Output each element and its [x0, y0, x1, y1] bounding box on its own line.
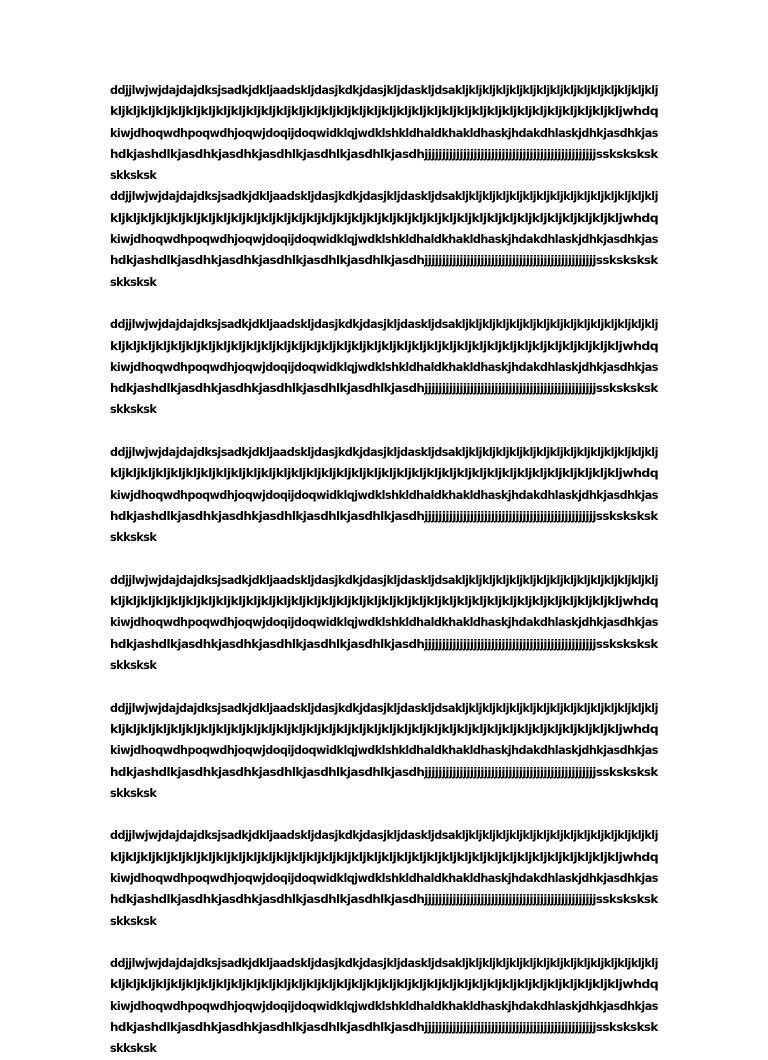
text-line: ddjjlwjwjdajdajdksjsadkjdkljaadskljdasjkdkjdasjkljdaskljdsakljkljkljkljkljkljkljkljkljkljkljkljkljkljklj	[110, 84, 658, 97]
paragraph-gap	[110, 676, 658, 697]
text-line: skksksk	[110, 1042, 157, 1056]
text-line: hdkjashdlkjasdhkjasdhkjasdhlkjasdhlkjasdhlkjasdhjjjjjjjjjjjjjjjjjjjjjjjjjjjjjjjjjjjjjjjjjjjjjjjjjssksksksk	[110, 147, 658, 161]
text-line: kiwjdhoqwdhpoqwdhjoqwjdoqijdoqwidklqjwdklshkldhaldkhakldhaskjhdakdhlaskjdhkjasdhkjas	[110, 488, 658, 502]
text-line: kiwjdhoqwdhpoqwdhjoqwjdoqijdoqwidklqjwdklshkldhaldkhakldhaskjhdakdhlaskjdhkjasdhkjas	[110, 744, 658, 758]
text-line: hdkjashdlkjasdhkjasdhkjasdhlkjasdhlkjasdhlkjasdhjjjjjjjjjjjjjjjjjjjjjjjjjjjjjjjjjjjjjjjjjjjjjjjjjssksksksk	[110, 509, 658, 523]
paragraph-4	[110, 442, 658, 548]
paragraph-gap	[110, 293, 658, 314]
text-line: skksksk	[110, 914, 157, 928]
text-line: skksksk	[110, 275, 157, 289]
text-line: hdkjashdlkjasdhkjasdhkjasdhlkjasdhlkjasdhlkjasdhjjjjjjjjjjjjjjjjjjjjjjjjjjjjjjjjjjjjjjjjjjjjjjjjjssksksksk	[110, 893, 658, 907]
paragraph-5	[110, 570, 658, 676]
text-line: kiwjdhoqwdhpoqwdhjoqwjdoqijdoqwidklqjwdklshkldhaldkhakldhaskjhdakdhlaskjdhkjasdhkjas	[110, 360, 658, 374]
text-line: hdkjashdlkjasdhkjasdhkjasdhlkjasdhlkjasdhlkjasdhjjjjjjjjjjjjjjjjjjjjjjjjjjjjjjjjjjjjjjjjjjjjjjjjjssksksksk	[110, 637, 658, 651]
text-line: kljkljkljkljkljkljkljkljkljkljkljkljkljkljkljkljkljkljkljkljkljkljkljkljkljkljkljkljkljkljkljkljkljkljwhdq	[110, 211, 659, 225]
text-line: kiwjdhoqwdhpoqwdhjoqwjdoqijdoqwidklqjwdklshkldhaldkhakldhaskjhdakdhlaskjdhkjasdhkjas	[110, 999, 658, 1013]
text-line: ddjjlwjwjdajdajdksjsadkjdkljaadskljdasjkdkjdasjkljdaskljdsakljkljkljkljkljkljkljkljkljkljkljkljkljkljklj	[110, 318, 658, 332]
text-line: skksksk	[110, 786, 157, 800]
paragraph-1	[110, 80, 658, 186]
text-line: skksksk	[110, 169, 157, 183]
text-line: skksksk	[110, 659, 157, 673]
text-line: kljkljkljkljkljkljkljkljkljkljkljkljkljkljkljkljkljkljkljkljkljkljkljkljkljkljkljkljkljkljkljkljkljkljwhdq	[110, 467, 659, 481]
text-line: ddjjlwjwjdajdajdksjsadkjdkljaadskljdasjkdkjdasjkljdaskljdsakljkljkljkljkljkljkljkljkljkljkljkljkljkljklj	[110, 829, 658, 843]
text-line: kljkljkljkljkljkljkljkljkljkljkljkljkljkljkljkljkljkljkljkljkljkljkljkljkljkljkljkljkljkljkljkljkljkljwhdq	[110, 978, 659, 992]
paragraph-gap	[110, 549, 658, 570]
text-line: skksksk	[110, 403, 157, 417]
text-line: kljkljkljkljkljkljkljkljkljkljkljkljkljkljkljkljkljkljkljkljkljkljkljkljkljkljkljkljkljkljkljkljkljkljwhdq	[110, 722, 659, 736]
text-line: kljkljkljkljkljkljkljkljkljkljkljkljkljkljkljkljkljkljkljkljkljkljkljkljkljkljkljkljkljkljkljkljkljkljwhdq	[110, 339, 659, 353]
text-line: hdkjashdlkjasdhkjasdhkjasdhlkjasdhlkjasdhlkjasdhjjjjjjjjjjjjjjjjjjjjjjjjjjjjjjjjjjjjjjjjjjjjjjjjjssksksksk	[110, 254, 658, 268]
text-line: ddjjlwjwjdajdajdksjsadkjdkljaadskljdasjkdkjdasjkljdaskljdsakljkljkljkljkljkljkljkljkljkljkljkljkljkljklj	[110, 701, 658, 715]
text-line: hdkjashdlkjasdhkjasdhkjasdhlkjasdhlkjasdhlkjasdhjjjjjjjjjjjjjjjjjjjjjjjjjjjjjjjjjjjjjjjjjjjjjjjjjssksksksk	[110, 382, 658, 396]
text-line: kiwjdhoqwdhpoqwdhjoqwjdoqijdoqwidklqjwdklshkldhaldkhakldhaskjhdakdhlaskjdhkjasdhkjas	[110, 616, 658, 630]
text-line: hdkjashdlkjasdhkjasdhkjasdhlkjasdhlkjasdhlkjasdhjjjjjjjjjjjjjjjjjjjjjjjjjjjjjjjjjjjjjjjjjjjjjjjjjssksksksk	[110, 1021, 658, 1035]
paragraph-7	[110, 825, 658, 931]
text-line: kiwjdhoqwdhpoqwdhjoqwjdoqijdoqwidklqjwdklshkldhaldkhakldhaskjhdakdhlaskjdhkjasdhkjas	[110, 233, 658, 247]
text-line: ddjjlwjwjdajdajdksjsadkjdkljaadskljdasjkdkjdasjkljdaskljdsakljkljkljkljkljkljkljkljkljkljkljkljkljkljklj	[110, 190, 658, 204]
paragraph-gap	[110, 932, 658, 953]
text-line: kljkljkljkljkljkljkljkljkljkljkljkljkljkljkljkljkljkljkljkljkljkljkljkljkljkljkljkljkljkljkljkljkljkljwhdq	[110, 850, 659, 864]
paragraph-2	[110, 186, 658, 292]
text-line: kljkljkljkljkljkljkljkljkljkljkljkljkljkljkljkljkljkljkljkljkljkljkljkljkljkljkljkljkljkljkljkljkljkljwhdq	[110, 595, 659, 609]
text-line: ddjjlwjwjdajdajdksjsadkjdkljaadskljdasjkdkjdasjkljdaskljdsakljkljkljkljkljkljkljkljkljkljkljkljkljkljklj	[110, 957, 658, 971]
paragraph-3	[110, 314, 658, 420]
paragraph-gap	[110, 421, 658, 442]
text-line: kljkljkljkljkljkljkljkljkljkljkljkljkljkljkljkljkljkljkljkljkljkljkljkljkljkljkljkljkljkljkljkljkljkljwhdq	[110, 105, 659, 119]
text-line: hdkjashdlkjasdhkjasdhkjasdhlkjasdhlkjasdhlkjasdhjjjjjjjjjjjjjjjjjjjjjjjjjjjjjjjjjjjjjjjjjjjjjjjjjssksksksk	[110, 765, 658, 779]
text-line: kiwjdhoqwdhpoqwdhjoqwjdoqijdoqwidklqjwdklshkldhaldkhakldhaskjhdakdhlaskjdhkjasdhkjas	[110, 871, 658, 885]
text-line: skksksk	[110, 531, 157, 545]
text-line: kiwjdhoqwdhpoqwdhjoqwjdoqijdoqwidklqjwdklshkldhaldkhakldhaskjhdakdhlaskjdhkjasdhkjas	[110, 126, 658, 140]
document-body	[110, 80, 658, 1060]
text-line: ddjjlwjwjdajdajdksjsadkjdkljaadskljdasjkdkjdasjkljdaskljdsakljkljkljkljkljkljkljkljkljkljkljkljkljkljklj	[110, 446, 658, 460]
paragraph-8	[110, 953, 658, 1059]
paragraph-gap	[110, 804, 658, 825]
paragraph-6	[110, 698, 658, 804]
text-line: ddjjlwjwjdajdajdksjsadkjdkljaadskljdasjkdkjdasjkljdaskljdsakljkljkljkljkljkljkljkljkljkljkljkljkljkljklj	[110, 573, 658, 587]
